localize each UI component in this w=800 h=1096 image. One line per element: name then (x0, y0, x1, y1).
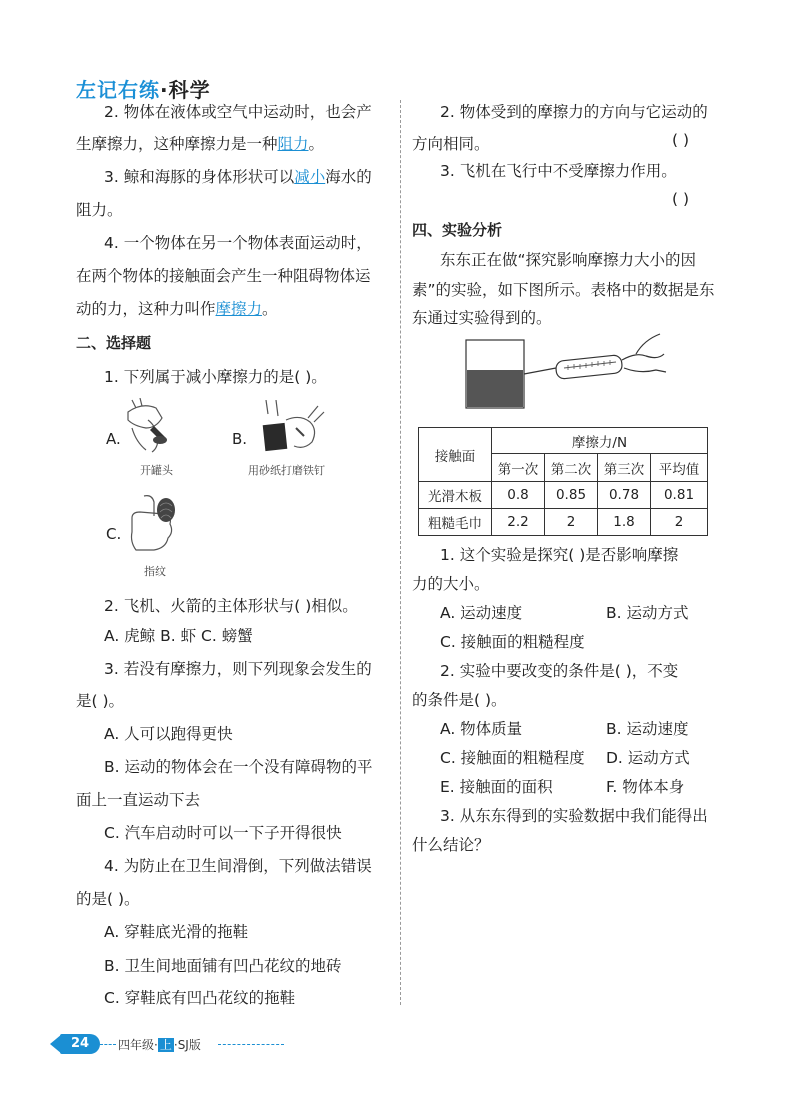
table-header-surface: 接触面 (419, 428, 492, 482)
judge3-answer-paren: ( ) (672, 190, 690, 208)
exp2-option-c: C. 接触面的粗糙程度 (440, 749, 585, 767)
q4-end: 。 (262, 300, 278, 318)
friction-data-table (418, 427, 708, 536)
brand-dot: · (160, 78, 169, 102)
footer-grade-text: 四年级 (118, 1038, 155, 1052)
choice3-option-b-line2: 面上一直运动下去 (76, 791, 201, 809)
choice3-option-b-line1: B. 运动的物体会在一个没有障碍物的平 (104, 758, 373, 776)
exp1-line1: 1. 这个实验是探究( )是否影响摩擦 (440, 546, 679, 564)
q2-answer: 阻力 (277, 135, 309, 153)
choice1-option-c-label: C. (106, 525, 122, 543)
table-cell: 0.78 (598, 482, 651, 509)
table-col-average: 平均值 (651, 454, 708, 482)
q4-line2: 在两个物体的接触面会产生一种阻碍物体运 (76, 267, 371, 285)
footer-grade: 四年级· 上 ·SJ版 (118, 1038, 201, 1052)
footer-edition: SJ版 (177, 1038, 201, 1052)
table-row-label: 光滑木板 (419, 482, 492, 509)
choice1-option-c-caption: 指纹 (144, 565, 166, 578)
section-experiment-title: 四、实验分析 (412, 221, 503, 239)
judge2-line2: 方向相同。 (412, 135, 490, 153)
choice3-line1: 3. 若没有摩擦力，则下列现象会发生的 (104, 660, 372, 678)
table-row-label: 粗糙毛巾 (419, 509, 492, 536)
exp2-option-e: E. 接触面的面积 (440, 778, 553, 796)
choice2-options: A. 虎鲸 B. 虾 C. 螃蟹 (104, 627, 253, 645)
choice4-line2: 的是( )。 (76, 890, 140, 908)
q4-answer: 摩擦力 (215, 300, 263, 318)
fingerprint-thumb-icon (124, 492, 184, 556)
choice3-option-c: C. 汽车启动时可以一下子开得很快 (104, 824, 342, 842)
table-cell: 1.8 (598, 509, 651, 536)
choice3-line2: 是( )。 (76, 692, 125, 710)
q3-text-post: 海水的 (325, 168, 372, 186)
exp1-line2: 力的大小。 (412, 575, 490, 593)
q2-line2 (76, 134, 324, 154)
choice4-option-c: C. 穿鞋底有凹凸花纹的拖鞋 (104, 989, 296, 1007)
exp1-option-b: B. 运动方式 (606, 604, 689, 622)
exp2-line1: 2. 实验中要改变的条件是( )，不变 (440, 662, 679, 680)
brand-title (76, 74, 211, 103)
q4-text: 动的力，这种力叫作 (76, 300, 216, 318)
exp2-option-f: F. 物体本身 (606, 778, 685, 796)
exp2-option-d: D. 运动方式 (606, 749, 690, 767)
table-col-third: 第三次 (598, 454, 651, 482)
experiment-intro-line3: 东通过实验得到的。 (412, 309, 552, 327)
page-number: 24 (60, 1034, 100, 1054)
experiment-intro-line2: 素”的实验，如下图所示。表格中的数据是东 (412, 281, 715, 299)
footer-dash-left (100, 1044, 116, 1045)
choice2-question: 2. 飞机、火箭的主体形状与( )相似。 (104, 597, 358, 615)
judge3-line: 3. 飞机在飞行中不受摩擦力作用。 (440, 162, 677, 180)
choice1-option-b-caption: 用砂纸打磨铁钉 (248, 464, 325, 477)
can-opening-icon (122, 398, 184, 458)
exp3-line2: 什么结论？ (412, 836, 490, 854)
brand-name: 左记右练 (76, 78, 160, 102)
exp2-line2: 的条件是( )。 (412, 691, 507, 709)
table-cell: 0.85 (545, 482, 598, 509)
choice1-option-a-caption: 开罐头 (140, 464, 173, 477)
table-cell: 2 (651, 509, 708, 536)
judge2-line1: 2. 物体受到的摩擦力的方向与它运动的 (440, 103, 708, 121)
q3-line1 (104, 167, 372, 187)
table-cell: 0.81 (651, 482, 708, 509)
choice1-option-b-label: B. (232, 430, 248, 448)
q2-text: 生摩擦力，这种摩擦力是一种 (76, 135, 278, 153)
choice4-option-b: B. 卫生间地面铺有凹凸花纹的地砖 (104, 957, 342, 975)
q2-line1: 2. 物体在液体或空气中运动时，也会产 (104, 103, 372, 121)
q4-line1: 4. 一个物体在另一个物体表面运动时， (104, 234, 372, 252)
exp2-option-a: A. 物体质量 (440, 720, 523, 738)
q3-text: 3. 鲸和海豚的身体形状可以 (104, 168, 295, 186)
column-divider (400, 100, 401, 1005)
judge2-answer-paren: ( ) (672, 131, 690, 149)
choice4-line1: 4. 为防止在卫生间滑倒，下列做法错误 (104, 857, 372, 875)
exp2-option-b: B. 运动速度 (606, 720, 689, 738)
spring-scale-experiment-illustration (460, 330, 670, 412)
choice4-option-a: A. 穿鞋底光滑的拖鞋 (104, 923, 249, 941)
q3-line2: 阻力。 (76, 201, 123, 219)
section-choice-title: 二、选择题 (76, 334, 152, 352)
table-header-friction: 摩擦力/N (492, 428, 708, 454)
q2-end: 。 (308, 135, 325, 153)
exp1-option-c: C. 接触面的粗糙程度 (440, 633, 585, 651)
footer-dash-right (218, 1044, 284, 1045)
table-row (419, 509, 708, 536)
exp1-option-a: A. 运动速度 (440, 604, 523, 622)
choice1-question: 1. 下列属于减小摩擦力的是( )。 (104, 368, 327, 386)
sandpaper-nail-icon (256, 400, 326, 458)
choice1-option-a-label: A. (106, 430, 121, 448)
q4-line3 (76, 299, 278, 319)
table-col-second: 第二次 (545, 454, 598, 482)
table-cell: 0.8 (492, 482, 545, 509)
experiment-intro-line1: 东东正在做“探究影响摩擦力大小的因 (440, 251, 697, 269)
footer-term: 上 (159, 1038, 172, 1052)
q3-answer: 减小 (294, 168, 326, 186)
table-row (419, 482, 708, 509)
table-col-first: 第一次 (492, 454, 545, 482)
brand-subject: 科学 (168, 78, 211, 102)
table-cell: 2 (545, 509, 598, 536)
choice3-option-a: A. 人可以跑得更快 (104, 725, 233, 743)
table-cell: 2.2 (492, 509, 545, 536)
exp3-line1: 3. 从东东得到的实验数据中我们能得出 (440, 807, 708, 825)
